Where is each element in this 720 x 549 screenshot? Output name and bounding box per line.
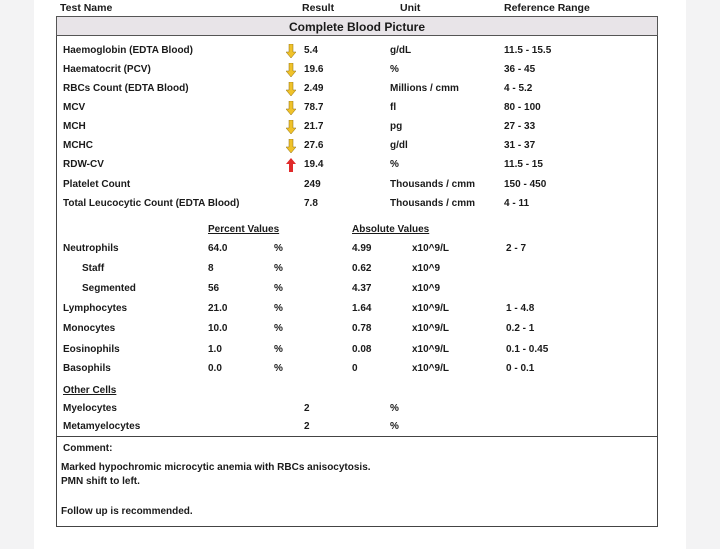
test-unit: Thousands / cmm <box>390 179 476 190</box>
test-reference-range: 4 - 11 <box>504 198 530 209</box>
diff-percent-unit: % <box>274 363 283 374</box>
other-cell-unit: % <box>390 421 399 432</box>
arrow-down-icon <box>286 120 296 134</box>
diff-absolute-unit: x10^9/L <box>412 363 449 374</box>
diff-cell-name: Segmented <box>82 283 136 294</box>
diff-cell-name: Basophils <box>63 363 111 374</box>
diff-absolute-value: 0.08 <box>352 344 372 355</box>
table-bottom-border <box>56 436 658 437</box>
col-header-test-name: Test Name <box>60 2 113 14</box>
test-name: MCH <box>63 121 86 132</box>
comment-label: Comment: <box>63 443 113 454</box>
test-unit: % <box>390 64 399 75</box>
diff-absolute-value: 0.62 <box>352 263 372 274</box>
test-reference-range: 4 - 5.2 <box>504 83 533 94</box>
test-reference-range: 27 - 33 <box>504 121 536 132</box>
test-result: 78.7 <box>304 102 324 113</box>
test-reference-range: 36 - 45 <box>504 64 536 75</box>
arrow-down-icon <box>286 101 296 115</box>
test-reference-range: 150 - 450 <box>504 179 547 190</box>
other-cell-name: Metamyelocytes <box>63 421 141 432</box>
other-cells-title: Other Cells <box>63 385 117 396</box>
diff-percent-value: 21.0 <box>208 303 228 314</box>
test-name: RDW-CV <box>63 159 104 170</box>
diff-absolute-unit: x10^9/L <box>412 243 449 254</box>
test-name: Total Leucocytic Count (EDTA Blood) <box>63 198 240 209</box>
test-name: MCV <box>63 102 86 113</box>
diff-cell-name: Staff <box>82 263 105 274</box>
test-result: 19.4 <box>304 159 324 170</box>
diff-absolute-unit: x10^9/L <box>412 344 449 355</box>
percent-values-header: Percent Values <box>208 224 280 235</box>
test-unit: fl <box>390 102 397 113</box>
test-unit: % <box>390 159 399 170</box>
diff-percent-unit: % <box>274 303 283 314</box>
test-result: 5.4 <box>304 45 318 56</box>
test-name: Haemoglobin (EDTA Blood) <box>63 45 193 56</box>
table-right-border <box>657 36 658 436</box>
diff-reference-range: 0.1 - 0.45 <box>506 344 549 355</box>
other-cell-value: 2 <box>304 403 310 414</box>
arrow-down-icon <box>286 44 296 58</box>
diff-absolute-unit: x10^9/L <box>412 303 449 314</box>
test-result: 2.49 <box>304 83 324 94</box>
test-reference-range: 31 - 37 <box>504 140 536 151</box>
diff-cell-name: Eosinophils <box>63 344 120 355</box>
arrow-down-icon <box>286 63 296 77</box>
diff-cell-name: Lymphocytes <box>63 303 128 314</box>
col-header-unit: Unit <box>400 2 421 14</box>
diff-percent-unit: % <box>274 243 283 254</box>
test-result: 7.8 <box>304 198 318 209</box>
diff-cell-name: Neutrophils <box>63 243 119 254</box>
test-name: Platelet Count <box>63 179 131 190</box>
lab-report-sheet <box>34 0 686 549</box>
other-cell-unit: % <box>390 403 399 414</box>
other-cell-value: 2 <box>304 421 310 432</box>
col-header-result: Result <box>302 2 335 14</box>
diff-percent-unit: % <box>274 263 283 274</box>
comment-right-border <box>657 436 658 526</box>
test-reference-range: 11.5 - 15.5 <box>504 45 552 56</box>
diff-percent-value: 10.0 <box>208 323 228 334</box>
diff-percent-value: 0.0 <box>208 363 222 374</box>
other-cell-name: Myelocytes <box>63 403 117 414</box>
comment-line-1: Marked hypochromic microcytic anemia with RBCs anisocytosis. <box>61 462 371 473</box>
diff-reference-range: 2 - 7 <box>506 243 527 254</box>
test-reference-range: 80 - 100 <box>504 102 541 113</box>
test-unit: Thousands / cmm <box>390 198 476 209</box>
table-left-border <box>56 36 57 436</box>
test-name: RBCs Count (EDTA Blood) <box>63 83 189 94</box>
test-result: 249 <box>304 179 321 190</box>
diff-reference-range: 0.2 - 1 <box>506 323 535 334</box>
section-title: Complete Blood Picture <box>288 20 425 34</box>
test-result: 21.7 <box>304 121 324 132</box>
diff-percent-value: 8 <box>208 263 214 274</box>
test-result: 27.6 <box>304 140 324 151</box>
test-unit: g/dl <box>390 140 408 151</box>
test-unit: Millions / cmm <box>390 83 459 94</box>
diff-reference-range: 1 - 4.8 <box>506 303 535 314</box>
test-unit: pg <box>390 121 403 132</box>
diff-absolute-value: 0 <box>352 363 358 374</box>
diff-reference-range: 0 - 0.1 <box>506 363 535 374</box>
diff-percent-unit: % <box>274 344 283 355</box>
comment-line-2: PMN shift to left. <box>61 476 140 487</box>
test-name: MCHC <box>63 140 93 151</box>
arrow-down-icon <box>286 82 296 96</box>
comment-bottom-border <box>56 526 658 527</box>
test-name: Haematocrit (PCV) <box>63 64 151 75</box>
diff-percent-value: 64.0 <box>208 243 228 254</box>
diff-absolute-value: 0.78 <box>352 323 372 334</box>
diff-absolute-unit: x10^9/L <box>412 323 449 334</box>
test-result: 19.6 <box>304 64 324 75</box>
diff-absolute-unit: x10^9 <box>412 283 441 294</box>
col-header-reference-range: Reference Range <box>504 2 590 14</box>
diff-percent-value: 56 <box>208 283 220 294</box>
arrow-down-icon <box>286 139 296 153</box>
diff-percent-unit: % <box>274 283 283 294</box>
diff-percent-value: 1.0 <box>208 344 222 355</box>
absolute-values-header: Absolute Values <box>352 224 430 235</box>
section-title-band <box>56 16 658 36</box>
diff-absolute-unit: x10^9 <box>412 263 441 274</box>
comment-left-border <box>56 436 57 526</box>
diff-absolute-value: 4.37 <box>352 283 372 294</box>
diff-absolute-value: 4.99 <box>352 243 372 254</box>
test-reference-range: 11.5 - 15 <box>504 159 543 170</box>
diff-cell-name: Monocytes <box>63 323 116 334</box>
arrow-up-icon <box>286 158 296 172</box>
diff-percent-unit: % <box>274 323 283 334</box>
comment-line-3: Follow up is recommended. <box>61 506 193 517</box>
diff-absolute-value: 1.64 <box>352 303 372 314</box>
test-unit: g/dL <box>390 45 412 56</box>
